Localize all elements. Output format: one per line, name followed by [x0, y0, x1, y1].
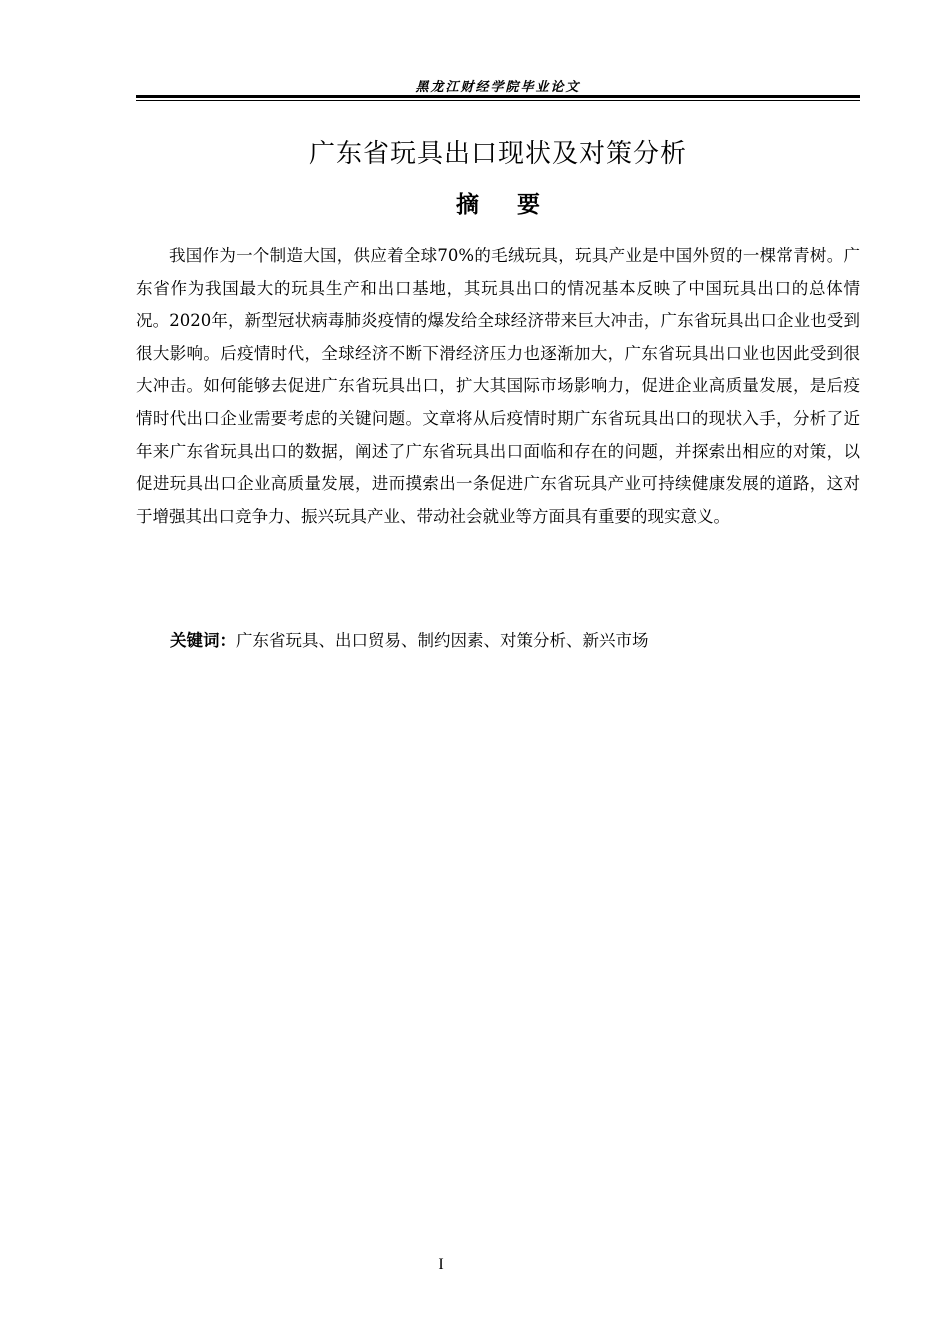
header-rule-thin — [136, 100, 860, 101]
keywords-label: 关键词： — [170, 631, 236, 650]
keywords-value: 广东省玩具、出口贸易、制约因素、对策分析、新兴市场 — [236, 631, 649, 650]
thesis-title: 广东省玩具出口现状及对策分析 — [308, 139, 687, 169]
page-number: I — [438, 1256, 444, 1273]
header-rule-thick — [136, 95, 860, 98]
running-header: 黑龙江财经学院毕业论文 — [415, 80, 581, 95]
abstract-heading: 摘要 — [456, 192, 578, 218]
abstract-body: 我国作为一个制造大国，供应着全球70%的毛绒玩具，玩具产业是中国外贸的一棵常青树。广东省作为我国最大的玩具生产和出口基地，其玩具出口的情况基本反映了中国玩具出口的总体情况。2020年，新型冠状病毒肺炎疫情的爆发给全球经济带来巨大冲击，广东省玩具出口企业也受到很大影响。后疫情时代，全球经济不断下滑经济压力也逐渐加大，广东省玩具出口业也因此受到很大冲击。如何能够去促进广东省玩具出口，扩大其国际市场影响力，促进企业高质量发展，是后疫情时代出口企业需要考虑的关键问题。文章将从后疫情时期广东省玩具出口的现状入手，分析了近年来广东省玩具出口的数据，阐述了广东省玩具出口面临和存在的问题，并探索出相应的对策，以促进玩具出口企业高质量发展，进而摸索出一条促进广东省玩具产业可持续健康发展的道路，这对于增强其出口竞争力、振兴玩具产业、带动社会就业等方面具有重要的现实意义。 — [136, 246, 860, 526]
keywords-line — [170, 628, 860, 654]
